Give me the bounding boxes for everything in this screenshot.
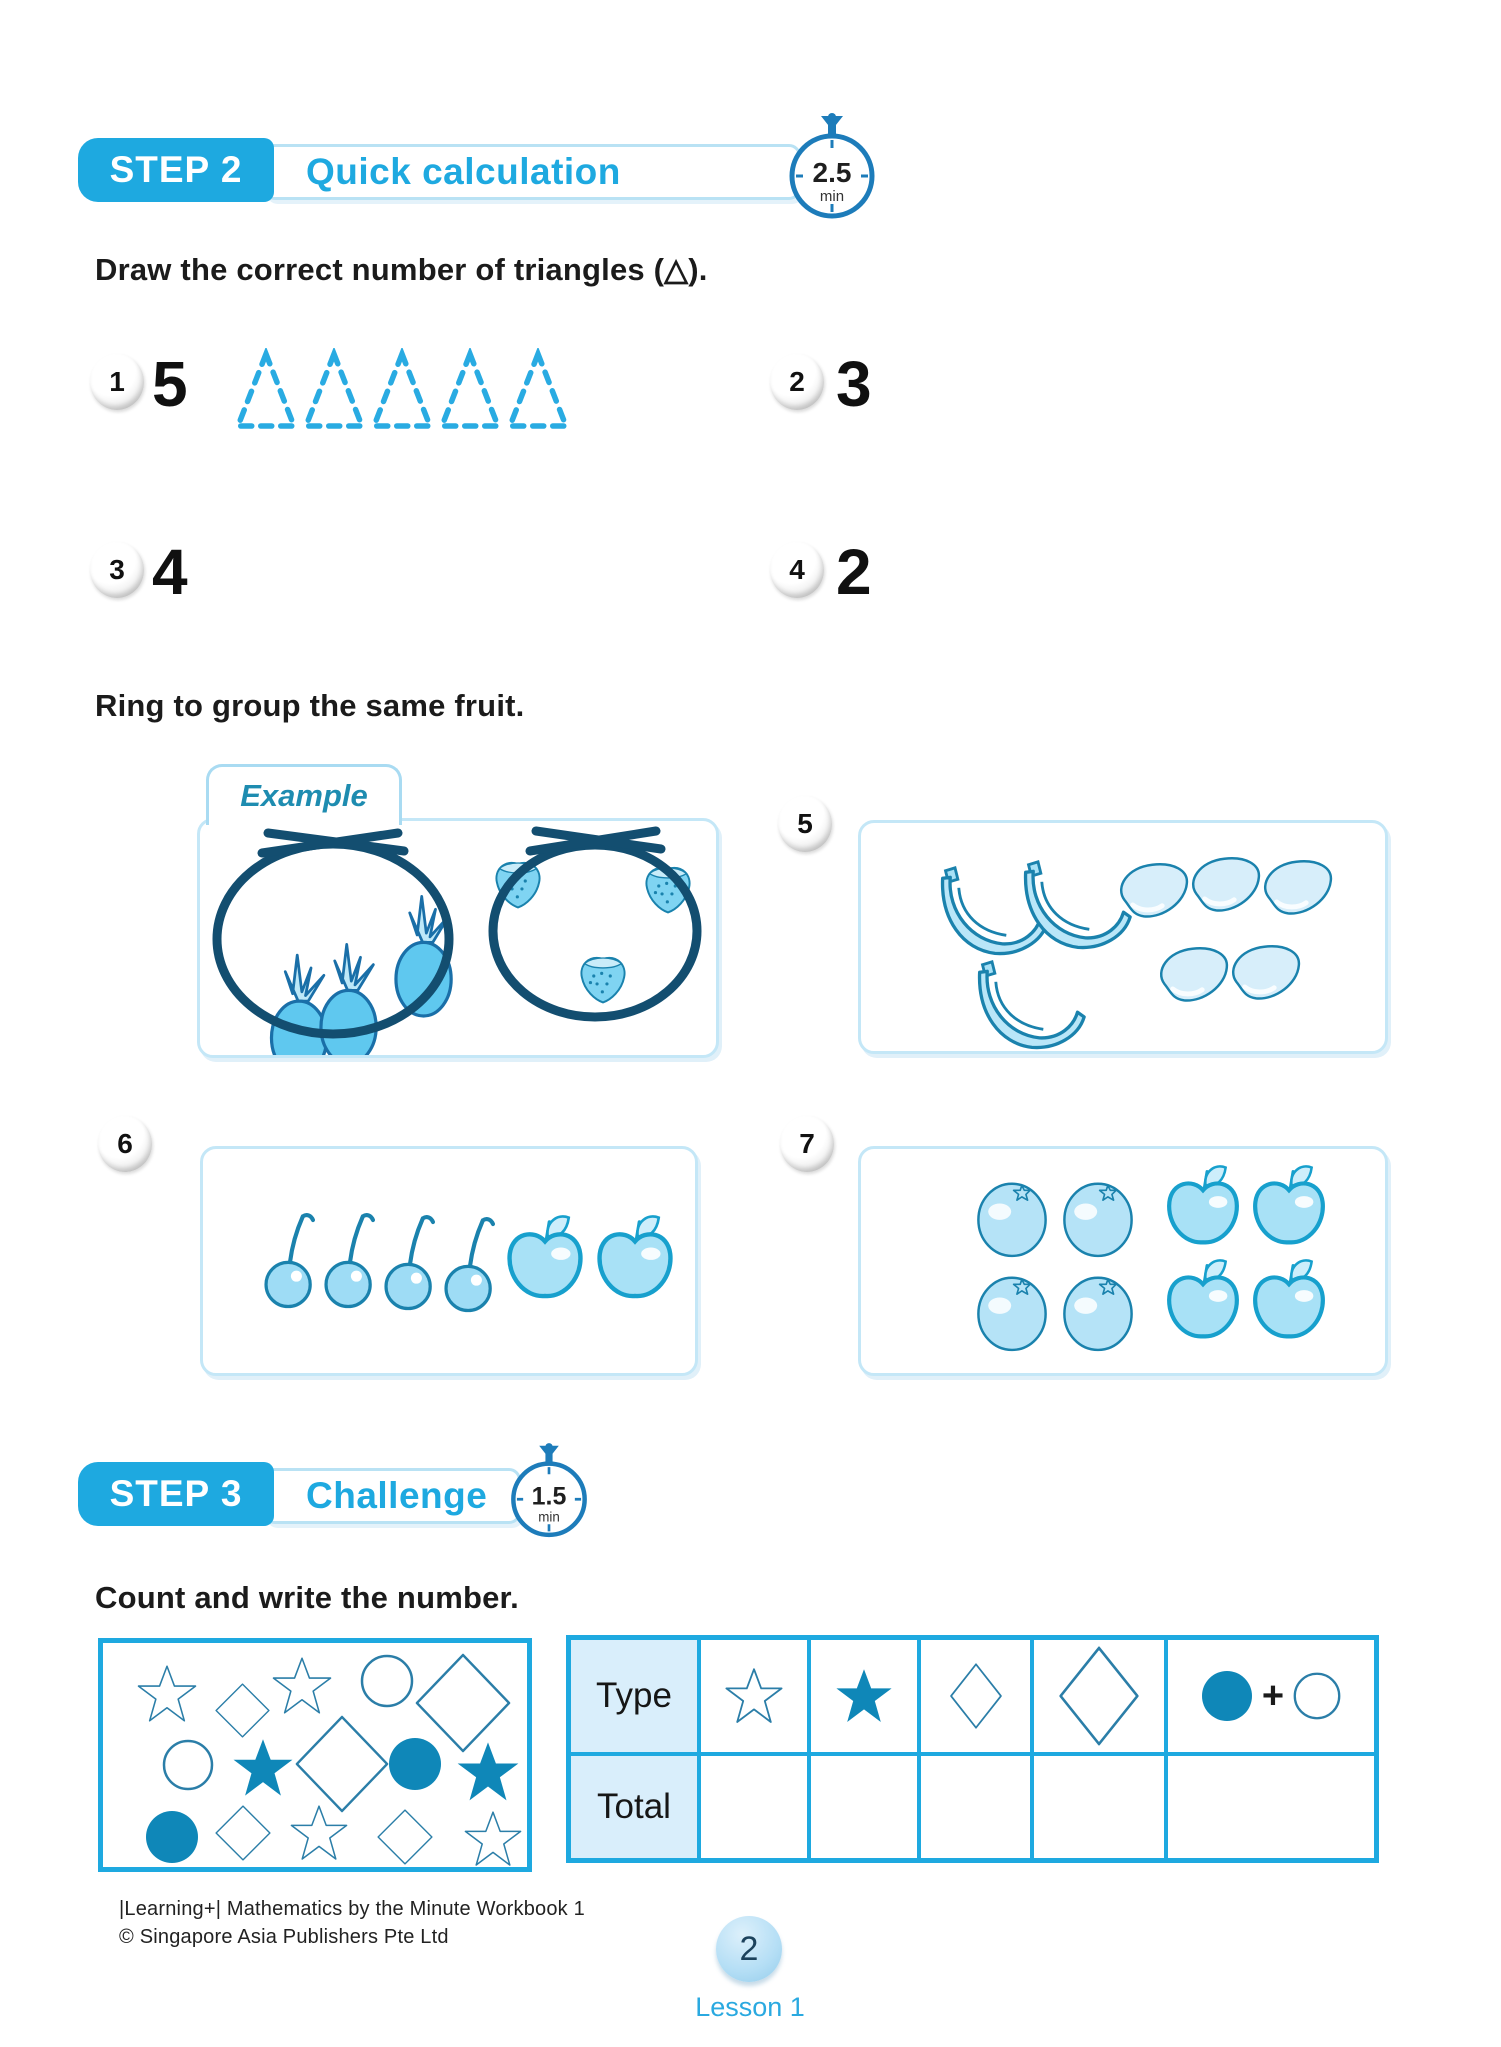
total-input-cell[interactable] [1034, 1756, 1164, 1858]
dashed-triangles [232, 348, 577, 436]
diamond-outline-icon [417, 1655, 509, 1751]
star-outline-icon [273, 1658, 330, 1713]
orange-icon [1064, 1184, 1131, 1256]
type-cell-star-filled [811, 1640, 917, 1752]
shapes-field [98, 1638, 532, 1872]
circle-filled-icon [1202, 1671, 1252, 1721]
cherry-icon [446, 1219, 493, 1310]
exercise-6-box[interactable] [200, 1146, 698, 1376]
apple-icon [1169, 1166, 1237, 1242]
total-input-cell[interactable] [921, 1756, 1030, 1858]
footer-book-title: |Learning+| Mathematics by the Minute Workbook 1 [119, 1898, 585, 1920]
ring-instruction: Ring to group the same fruit. [95, 688, 525, 723]
star-outline-icon [726, 1669, 781, 1722]
orange-icon [1064, 1278, 1131, 1350]
cherry-icon [266, 1215, 313, 1306]
exercise-3-number: 4 [152, 536, 188, 608]
count-table [566, 1635, 1379, 1863]
diamond-outline-icon [951, 1664, 1001, 1727]
timer-value: 2.5 [812, 157, 852, 188]
circle-outline-icon [1295, 1674, 1339, 1718]
table-row-label-type: Type [571, 1640, 697, 1752]
diamond-outline-icon [1061, 1648, 1138, 1744]
star-filled-icon [234, 1739, 293, 1795]
page-number-badge: 2 [716, 1916, 782, 1982]
exercise-7-box[interactable] [858, 1146, 1388, 1376]
example-box [197, 818, 719, 1058]
step3-badge: STEP 3 [78, 1462, 274, 1526]
apple-icon [510, 1217, 581, 1297]
exercise-4-number: 2 [836, 536, 872, 608]
step2-badge: STEP 2 [78, 138, 274, 202]
apple-icon [600, 1217, 671, 1297]
circle-filled-icon [146, 1811, 198, 1863]
star-outline-icon [465, 1812, 520, 1865]
exercise-3-badge: 3 [90, 542, 144, 598]
exercise-7-badge: 7 [780, 1116, 834, 1172]
exercise-5-badge: 5 [778, 796, 832, 852]
timer-value: 1.5 [531, 1482, 567, 1511]
strawberry-icon [581, 958, 624, 1002]
mango-icon [1265, 861, 1331, 913]
total-input-cell[interactable] [1168, 1756, 1374, 1858]
step2-title-pill [263, 144, 801, 200]
exercise-4-badge: 4 [770, 542, 824, 598]
type-cell-circles [1168, 1640, 1374, 1752]
circle-filled-icon [389, 1738, 441, 1790]
exercise-2-badge: 2 [770, 354, 824, 410]
count-instruction: Count and write the number. [95, 1580, 519, 1615]
mango-icon [1233, 946, 1299, 998]
type-cell-star-outline [701, 1640, 807, 1752]
mango-icon [1161, 948, 1227, 1000]
step3-title-pill [263, 1468, 521, 1524]
star-filled-icon [458, 1742, 519, 1800]
timer-icon [508, 1442, 590, 1544]
timer-unit: min [819, 188, 845, 205]
step2-title: Quick calculation [306, 151, 621, 192]
lesson-label: Lesson 1 [695, 1992, 805, 2022]
type-cell-diamond-large [1034, 1640, 1164, 1752]
total-input-cell[interactable] [701, 1756, 807, 1858]
cherry-icon [386, 1217, 433, 1308]
pineapple-icon [271, 955, 326, 1055]
timer-unit: min [538, 1509, 560, 1525]
star-outline-icon [138, 1666, 195, 1721]
exercise-1-number: 5 [152, 348, 188, 420]
apple-icon [1255, 1260, 1323, 1336]
footer-copyright: © Singapore Asia Publishers Pte Ltd [119, 1926, 449, 1948]
exercise-6-badge: 6 [98, 1116, 152, 1172]
circle-outline-icon [164, 1741, 212, 1789]
example-tab: Example [206, 764, 402, 825]
diamond-outline-icon [216, 1684, 269, 1737]
mango-icon [1193, 858, 1259, 910]
circle-outline-icon [362, 1656, 412, 1706]
diamond-outline-icon [216, 1806, 270, 1860]
apple-icon [1169, 1260, 1237, 1336]
timer-icon [786, 112, 878, 226]
orange-icon [978, 1184, 1045, 1256]
step3-title: Challenge [306, 1475, 488, 1516]
diamond-outline-icon [297, 1717, 387, 1811]
table-row-label-total: Total [571, 1756, 697, 1858]
star-filled-icon [836, 1669, 891, 1722]
mango-icon [1121, 864, 1187, 916]
exercise-5-box[interactable] [858, 820, 1388, 1054]
exercise-1-badge: 1 [90, 354, 144, 410]
exercise-2-number: 3 [836, 348, 872, 420]
apple-icon [1255, 1166, 1323, 1242]
triangles-instruction: Draw the correct number of triangles (△). [95, 252, 708, 287]
plus-sign: + [1261, 1674, 1285, 1717]
total-input-cell[interactable] [811, 1756, 917, 1858]
cherry-icon [326, 1215, 373, 1306]
star-outline-icon [291, 1806, 346, 1859]
type-cell-diamond-small [921, 1640, 1030, 1752]
diamond-outline-icon [378, 1810, 432, 1864]
orange-icon [978, 1278, 1045, 1350]
banana-icon [980, 962, 1085, 1048]
